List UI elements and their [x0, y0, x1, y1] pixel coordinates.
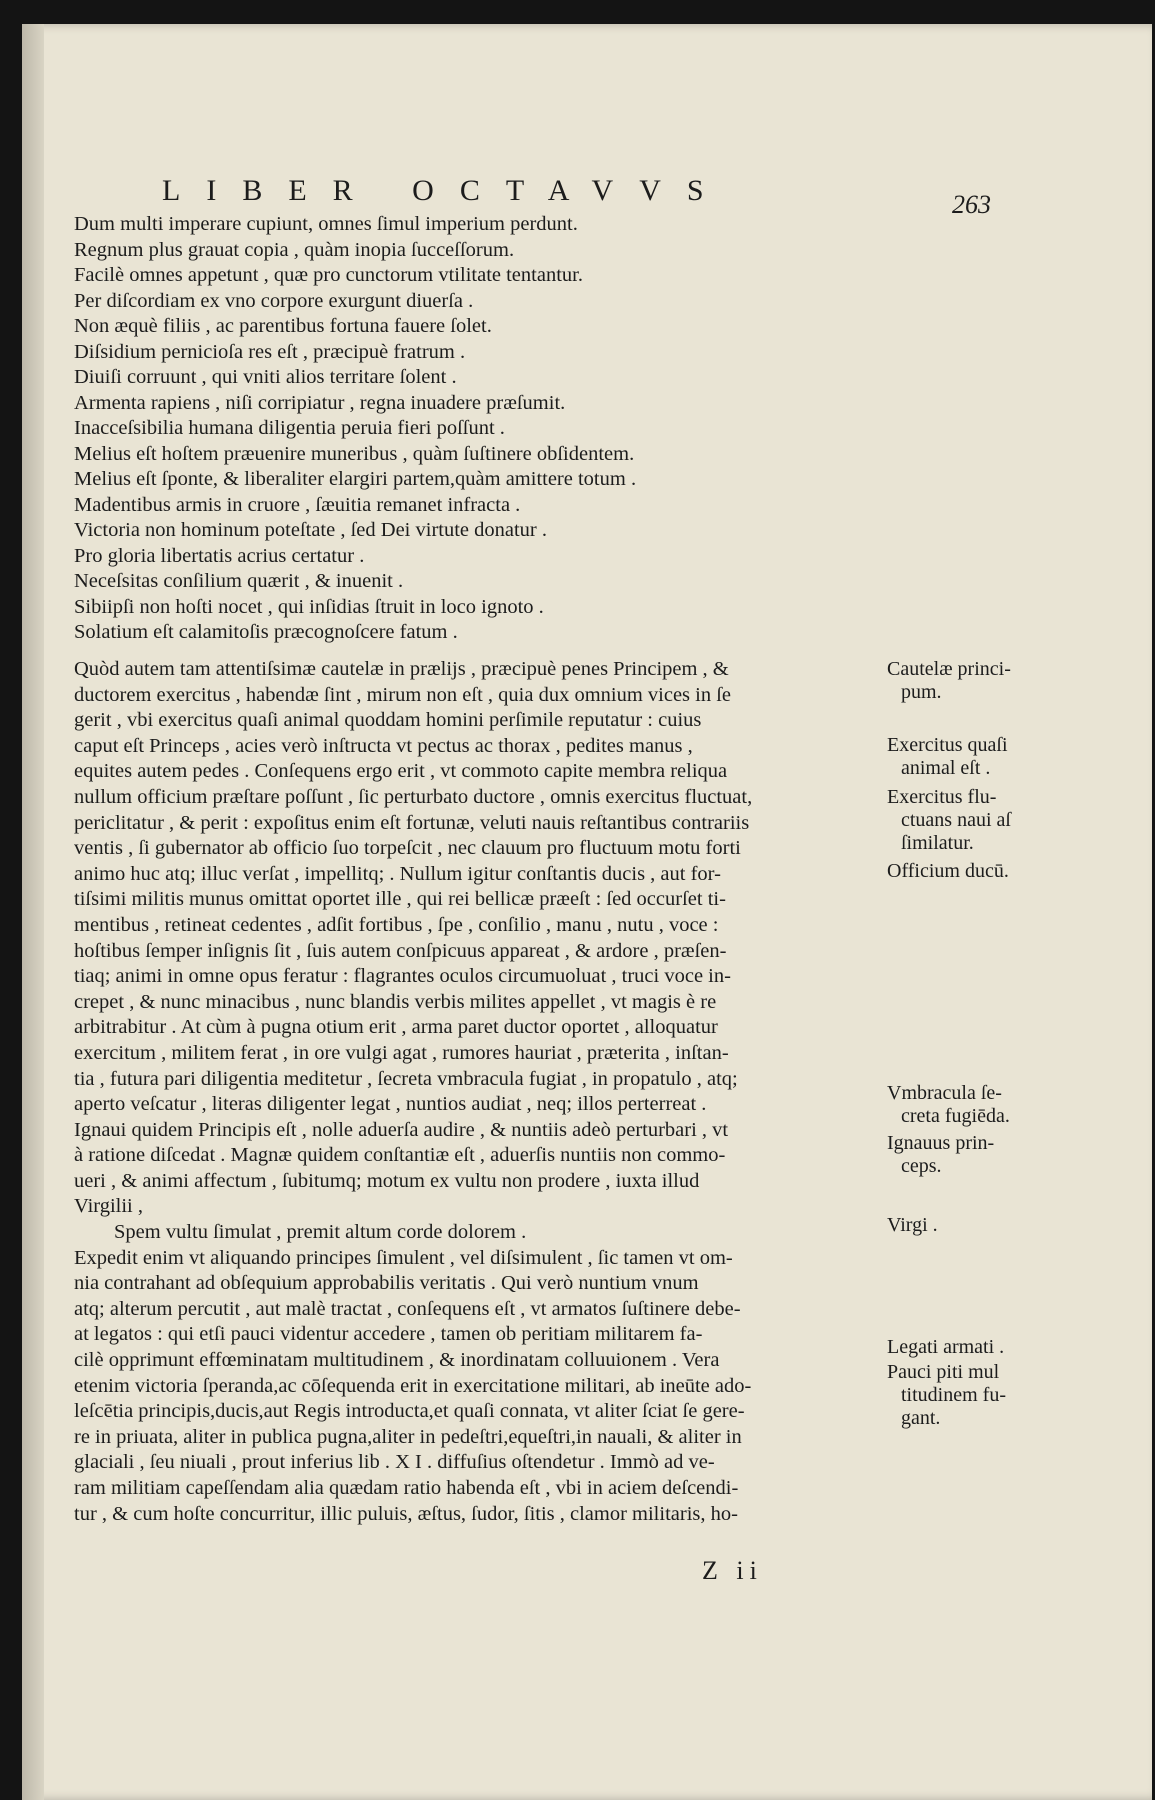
body-line: ram militiam capeſſendam alia quædam ratio habenda eſt , vbi in aciem deſcendi-	[74, 1477, 739, 1499]
maxim-line: Facilè omnes appetunt , quæ pro cunctorum vtilitate tentantur.	[74, 264, 583, 286]
maxim-line: Regnum plus grauat copia , quàm inopia ſucceſſorum.	[74, 238, 515, 261]
body-line: nullum officium præſtare poſſunt , ſic perturbato ductore , omnis exercitus fluctuat,	[74, 785, 753, 808]
body-line: atq; alterum percutit , aut malè tractat , conſequens eſt , vt armatos ſuſtinere debe-	[74, 1297, 741, 1320]
body-line: mentibus , retineat cedentes , adſit fortibus , ſpe , conſilio , manu , nutu , voce :	[74, 913, 719, 936]
margin-note-line: Vmbracula ſe-	[887, 1082, 1002, 1104]
margin-note-line: Cautelæ princi-	[887, 658, 1011, 680]
body-line: crepet , & nunc minacibus , nunc blandis verbis milites appellet , vt magis è re	[74, 990, 717, 1013]
body-line: animo huc atq; illuc verſat , impellitq; . Nullum igitur conſtantis ducis , aut for-	[74, 862, 721, 885]
margin-note-line: ctuans naui aſ	[901, 809, 1011, 831]
signature-mark: Z ii	[702, 1556, 763, 1585]
maxim-line: Inacceſsibilia humana diligentia peruia fieri poſſunt .	[74, 417, 505, 439]
margin-note-line: ſimilatur.	[901, 832, 974, 854]
body-line: tiaq; animi in omne opus feratur : flagrantes oculos circumuoluat , truci voce in-	[74, 965, 731, 988]
margin-note-line: Exercitus flu-	[887, 786, 997, 808]
margin-note-line: Virgi .	[887, 1214, 938, 1236]
body-line: etenim victoria ſperanda,ac cōſequenda erit in exercitatione militari, ab ineūte ado-	[74, 1374, 752, 1397]
margin-note	[887, 734, 1052, 780]
body-line: hoſtibus ſemper inſignis ſit , ſuis autem conſpicuus appareat , & ardore , præſen-	[74, 939, 727, 962]
maxim-line: Diſsidium pernicioſa res eſt , præcipuè fratrum .	[74, 340, 466, 363]
verse-quote: Spem vultu ſimulat , premit altum corde dolorem .	[114, 1221, 527, 1244]
body-line: cilè opprimunt effœminatam multitudinem , & inordinatam colluuionem . Vera	[74, 1349, 720, 1372]
body-line: leſcētia principis,ducis,aut Regis introducta,et quaſi connata, vt aliter ſciat ſe gere-	[74, 1400, 745, 1423]
page-gutter	[22, 24, 44, 1800]
maxim-line: Pro gloria libertatis acrius certatur .	[74, 544, 365, 567]
margin-note-line: ceps.	[901, 1155, 942, 1177]
maxim-line: Victoria non hominum poteſtate , ſed Dei virtute donatur .	[74, 519, 548, 541]
body-line: periclitatur , & perit : expoſitus enim eſt fortunæ, veluti nauis reſtantibus contrariis	[74, 811, 750, 834]
folio-number: 263	[952, 190, 991, 219]
body-line: tur , & cum hoſte concurritur, illic puluis, æſtus, ſudor, ſitis , clamor militaris, ho-	[74, 1502, 738, 1525]
margin-note	[887, 860, 1052, 883]
margin-note	[887, 658, 1052, 704]
margin-note	[887, 1132, 1052, 1178]
maxim-line: Dum multi imperare cupiunt, omnes ſimul imperium perdunt.	[74, 213, 578, 235]
body-line: exercitum , militem ferat , in ore vulgi agat , rumores hauriat , præterita , inſtan-	[74, 1041, 729, 1064]
body-line: arbitrabitur . At cùm à pugna otium erit , arma paret ductor oportet , alloquatur	[74, 1016, 718, 1039]
maxim-line: Diuiſi corruunt , qui vniti alios territare ſolent .	[74, 366, 457, 388]
body-line: equites autem pedes . Conſequens ergo erit , vt commoto capite membra reliqua	[74, 760, 728, 783]
margin-note-line: creta fugiēda.	[901, 1105, 1010, 1127]
margin-note-line: Pauci piti mul	[887, 1361, 1000, 1383]
body-line: Ignaui quidem Principis eſt , nolle aduerſa audire , & nuntiis adeò perturbari , vt	[74, 1118, 729, 1141]
margin-note-line: animal eſt .	[901, 757, 991, 779]
maxim-line: Non æquè filiis , ac parentibus fortuna fauere ſolet.	[74, 315, 492, 337]
body-line: aperto veſcatur , literas diligenter legat , nuntios audiat , neq; illos perterreat .	[74, 1093, 707, 1116]
book-page	[22, 24, 1152, 1800]
body-line: Virgilii ,	[74, 1195, 144, 1218]
margin-note	[887, 1082, 1052, 1128]
body-line: à ratione diſcedat . Magnæ quidem conſtantiæ eſt , aduerſis nuntiis non commo-	[74, 1144, 726, 1167]
maxim-line: Madentibus armis in cruore , ſæuitia remanet infracta .	[74, 493, 521, 516]
margin-note-line: Exercitus quaſi	[887, 734, 1008, 756]
margin-note-line: pum.	[901, 681, 942, 703]
maxim-line: Per diſcordiam ex vno corpore exurgunt diuerſa .	[74, 289, 474, 312]
body-line: at legatos : qui etſi pauci videntur accedere , tamen ob peritiam militarem fa-	[74, 1323, 703, 1346]
running-title: LIBER OCTAVVS	[162, 174, 730, 207]
body-line: tiſsimi militis munus omittat oportet ille , qui rei bellicæ præeſt : ſed occurſet ti-	[74, 888, 726, 911]
body-line: glaciali , ſeu niuali , prout inferius lib . X I . diffuſius oſtendetur . Immò ad ve-	[74, 1451, 715, 1474]
maxim-line: Sibiipſi non hoſti nocet , qui inſidias ſtruit in loco ignoto .	[74, 595, 544, 618]
margin-note	[887, 1336, 1052, 1359]
body-line: ventis , ſi gubernator ab officio ſuo torpeſcit , nec clauum pro fluctuum motu forti	[74, 837, 741, 860]
body-line: gerit , vbi exercitus quaſi animal quoddam homini perſimile reputatur : cuius	[74, 709, 702, 732]
maxim-line: Armenta rapiens , niſi corripiatur , regna inuadere præſumit.	[74, 391, 566, 414]
body-line: nia contrahant ad obſequium approbabilis veritatis . Qui verò nuntium vnum	[74, 1272, 699, 1295]
margin-note	[887, 1361, 1052, 1430]
body-line: Quòd autem tam attentiſsimæ cautelæ in prælijs , præcipuè penes Principem , &	[74, 658, 729, 680]
body-line: ductorem exercitus , habendæ ſint , mirum non eſt , quia dux omnium vices in ſe	[74, 683, 732, 706]
body-line: caput eſt Princeps , acies verò inſtructa vt pectus ac thorax , pedites manus ,	[74, 734, 693, 757]
maxim-line: Melius eſt hoſtem præuenire muneribus , quàm ſuſtinere obſidentem.	[74, 442, 635, 465]
body-line: ueri , & animi affectum , ſubitumq; motum ex vultu non prodere , iuxta illud	[74, 1169, 700, 1192]
margin-note-line: Officium ducū.	[887, 860, 1009, 882]
maxims-list	[74, 212, 834, 646]
margin-note	[887, 1214, 1052, 1237]
margin-note-line: Ignauus prin-	[887, 1132, 995, 1154]
body-line: Expedit enim vt aliquando principes ſimulent , vel diſsimulent , ſic tamen vt om-	[74, 1246, 733, 1269]
margin-note-line: Legati armati .	[887, 1336, 1005, 1358]
margin-note-line: gant.	[901, 1407, 941, 1429]
body-line: re in priuata, aliter in publica pugna,aliter in pedeſtri,equeſtri,in nauali, & aliter in	[74, 1425, 742, 1448]
body-text	[74, 657, 872, 1527]
maxim-line: Neceſsitas conſilium quærit , & inuenit .	[74, 570, 404, 592]
maxim-line: Melius eſt ſponte, & liberaliter elargiri partem,quàm amittere totum .	[74, 468, 637, 490]
maxim-line: Solatium eſt calamitoſis præcognoſcere fatum .	[74, 621, 458, 643]
body-line: tia , futura pari diligentia meditetur , ſecreta vmbracula fugiat , in propatulo , atq;	[74, 1067, 738, 1090]
margin-note-line: titudinem fu-	[901, 1384, 1006, 1406]
margin-note	[887, 786, 1052, 855]
